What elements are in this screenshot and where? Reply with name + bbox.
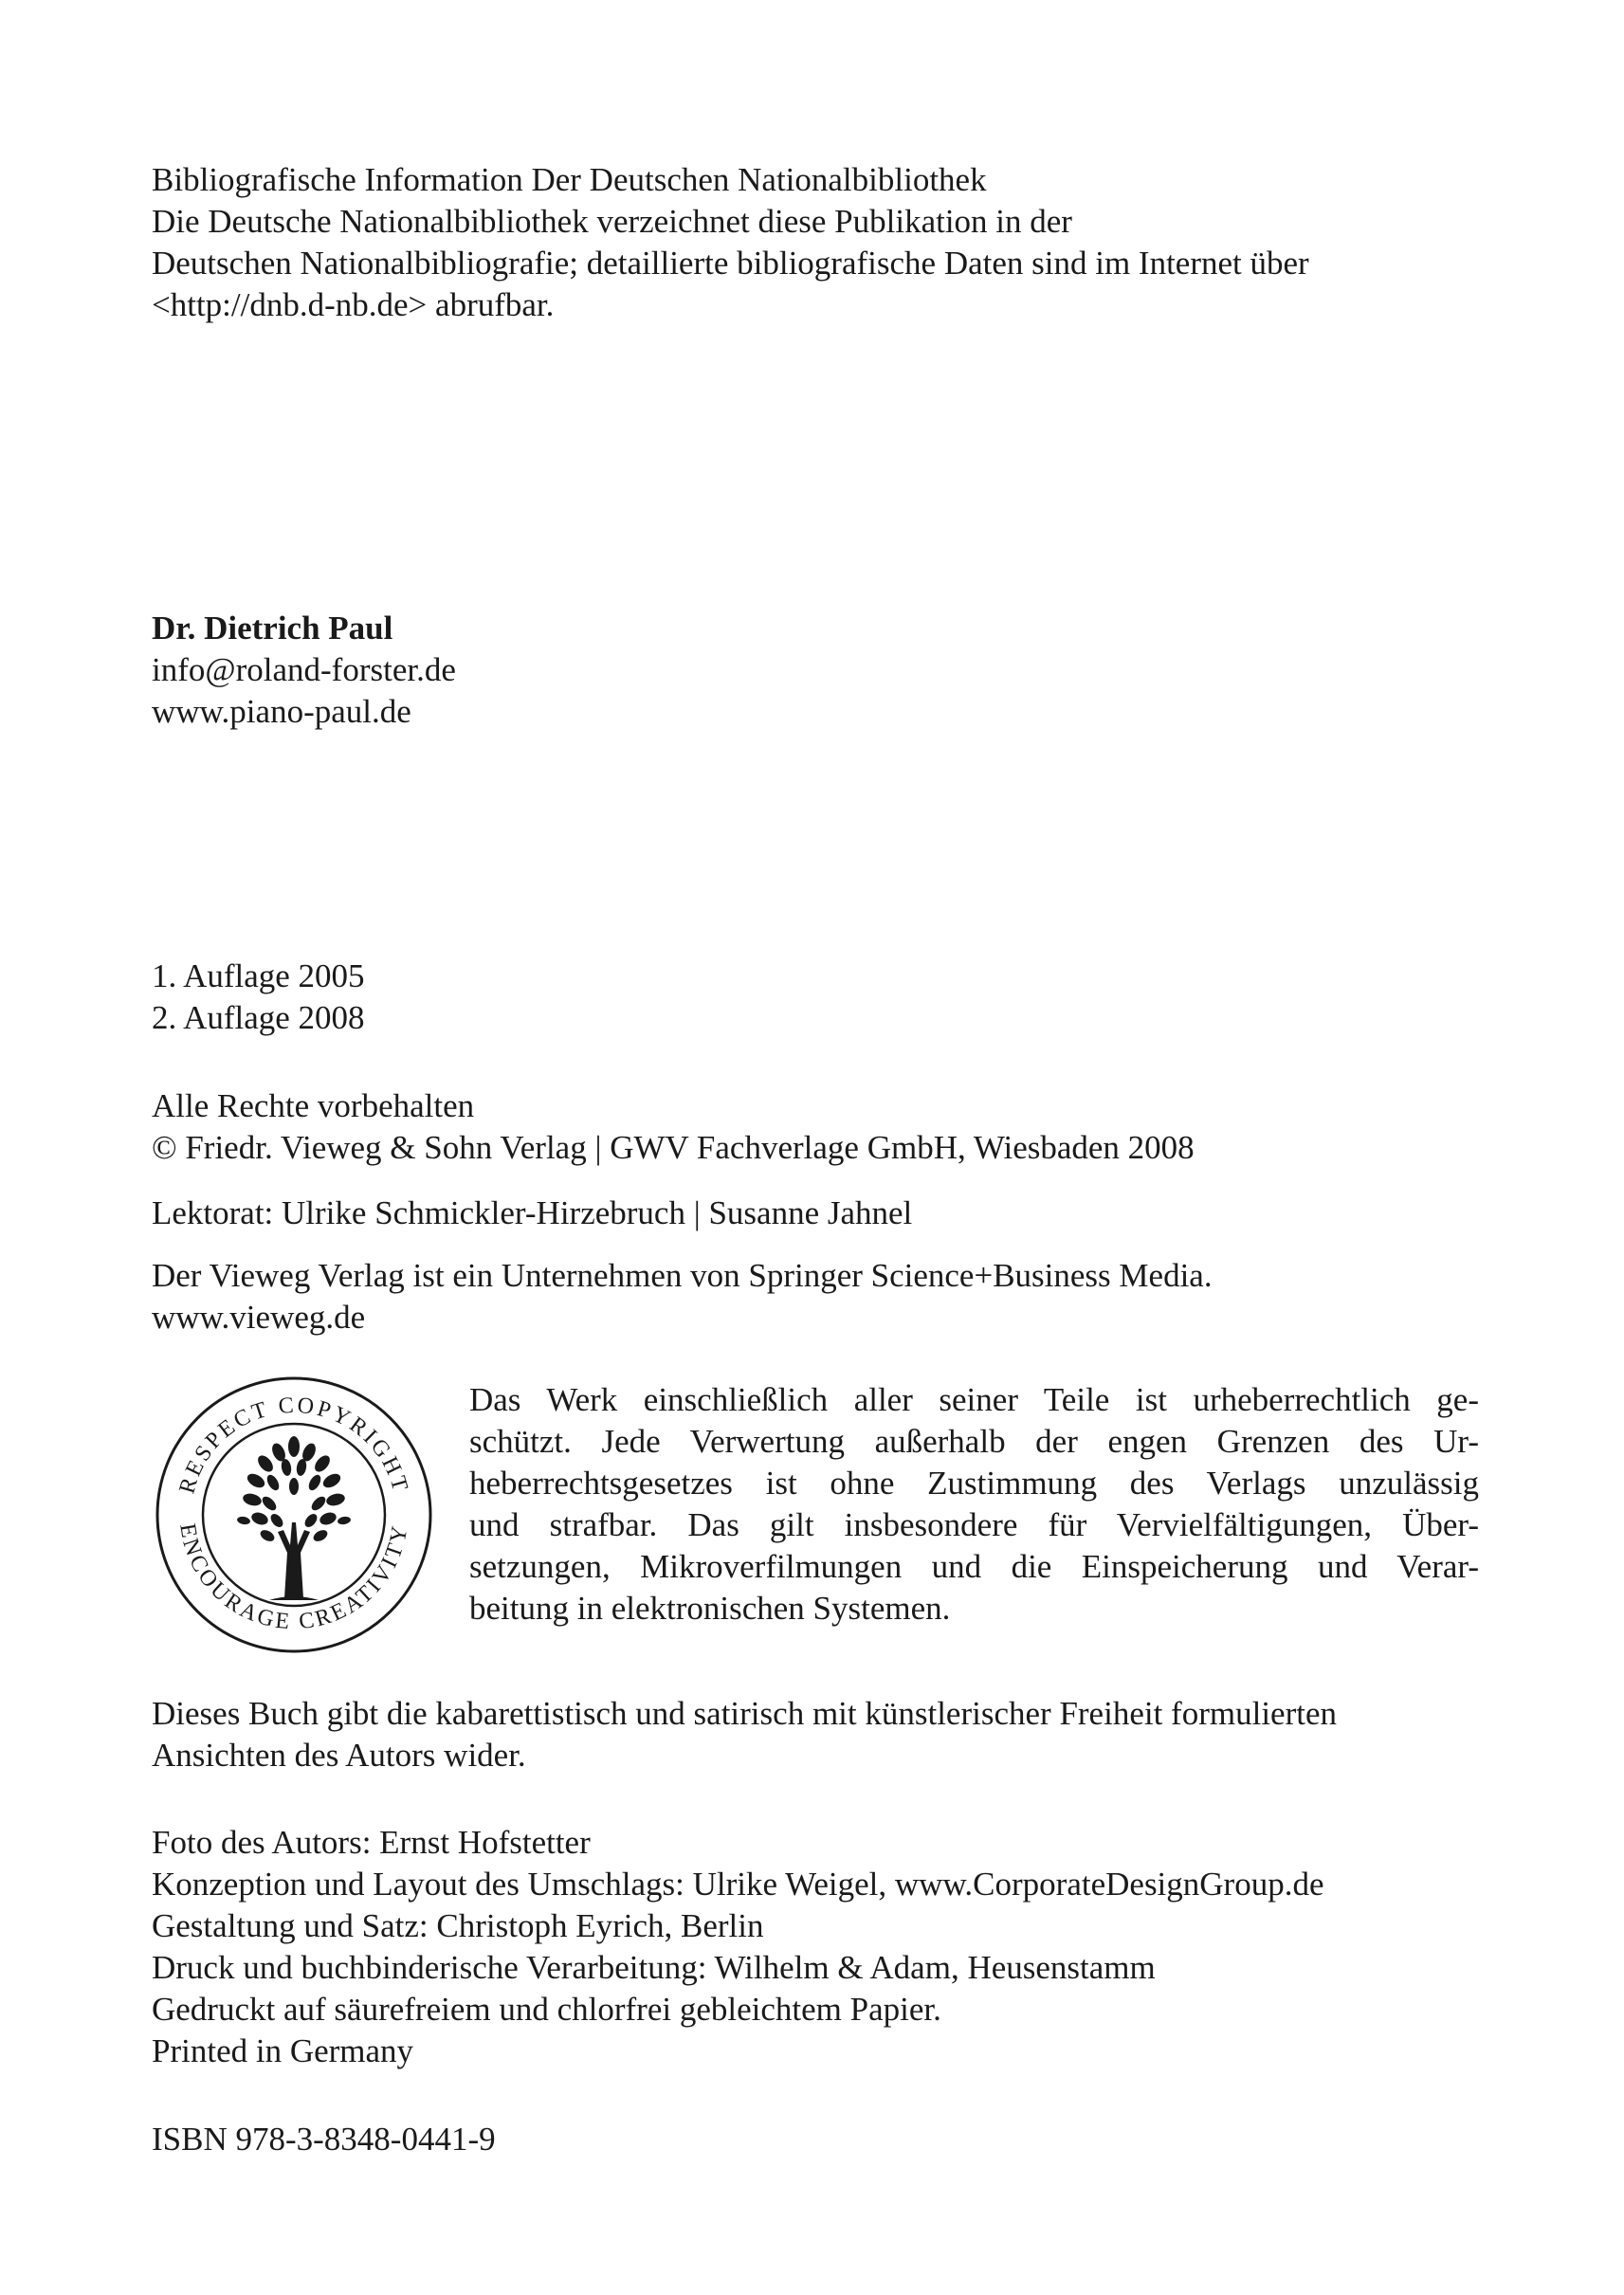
tree-icon [236,1436,351,1600]
seal-top-text: RESPECT COPYRIGHT [174,1393,413,1497]
bib-info-url: <http://dnb.d-nb.de> abrufbar. [152,286,555,323]
production-credits [152,1822,1498,2072]
edition-line: 2. Auflage 2008 [152,999,365,1036]
seal-bottom-text: ENCOURAGE CREATIVITY [174,1521,413,1635]
publisher-line: Der Vieweg Verlag ist ein Unternehmen von Springer Science+Business Media. [152,1257,1213,1294]
printing-credit: Druck und buchbinderische Verarbeitung: Wilhelm & Adam, Heusenstamm [152,1949,1156,1986]
edition-history [152,956,1498,1039]
notice-line: schützt. Jede Verwertung außerhalb der engen Grenzen des Ur- [469,1423,1479,1460]
copyright-notice [469,1379,1479,1630]
rights-statement [152,1085,1498,1169]
respect-copyright-seal [152,1373,436,1657]
notice-line: beitung in elektronischen Systemen. [469,1590,951,1627]
rights-reserved: Alle Rechte vorbehalten [152,1087,475,1124]
author-website: www.piano-paul.de [152,693,411,730]
disclaimer-line: Dieses Buch gibt die kabarettistisch und satirisch mit künstlerischer Freiheit formulierten [152,1695,1337,1732]
photo-credit: Foto des Autors: Ernst Hofstetter [152,1824,591,1861]
notice-line: heberrechtsgesetzes ist ohne Zustimmung des Verlags unzulässig [469,1465,1479,1502]
paper-statement: Gedruckt auf säurefreiem und chlorfrei gebleichtem Papier. [152,1991,941,2028]
bib-info-line: Die Deutsche Nationalbibliothek verzeichnet diese Publikation in der [152,203,1072,240]
author-name: Dr. Dietrich Paul [152,610,393,647]
bib-info-line: Deutschen Nationalbibliografie; detaillierte bibliografische Daten sind im Internet über [152,245,1309,282]
editors-line: Lektorat: Ulrike Schmickler-Hirzebruch | Susanne Jahnel [152,1194,913,1231]
edition-line: 1. Auflage 2005 [152,957,365,994]
publisher-info [152,1255,1498,1339]
author-email: info@roland-forster.de [152,651,456,688]
cover-design-credit: Konzeption und Layout des Umschlags: Ulrike Weigel, www.CorporateDesignGroup.de [152,1866,1324,1903]
isbn-number: ISBN 978-3-8348-0441-9 [152,2121,496,2158]
editorial-credit [152,1193,1498,1234]
notice-line: und strafbar. Das gilt insbesondere für Vervielfältigungen, Über- [469,1506,1479,1543]
author-contact [152,608,1498,733]
copyright-holder: © Friedr. Vieweg & Sohn Verlag | GWV Fachverlage GmbH, Wiesbaden 2008 [152,1129,1195,1166]
satire-disclaimer [152,1693,1498,1776]
bibliographic-information [152,159,1498,326]
notice-line: Das Werk einschließlich aller seiner Teile ist urheberrechtlich ge- [469,1381,1479,1418]
bib-info-heading: Bibliografische Information Der Deutschen Nationalbibliothek [152,161,987,198]
typesetting-credit: Gestaltung und Satz: Christoph Eyrich, Berlin [152,1907,764,1944]
disclaimer-line: Ansichten des Autors wider. [152,1737,526,1774]
notice-line: setzungen, Mikroverfilmungen und die Einspeicherung und Verar- [469,1548,1479,1585]
printed-in: Printed in Germany [152,2032,414,2069]
publisher-website: www.vieweg.de [152,1299,366,1336]
isbn-block [152,2119,1498,2160]
